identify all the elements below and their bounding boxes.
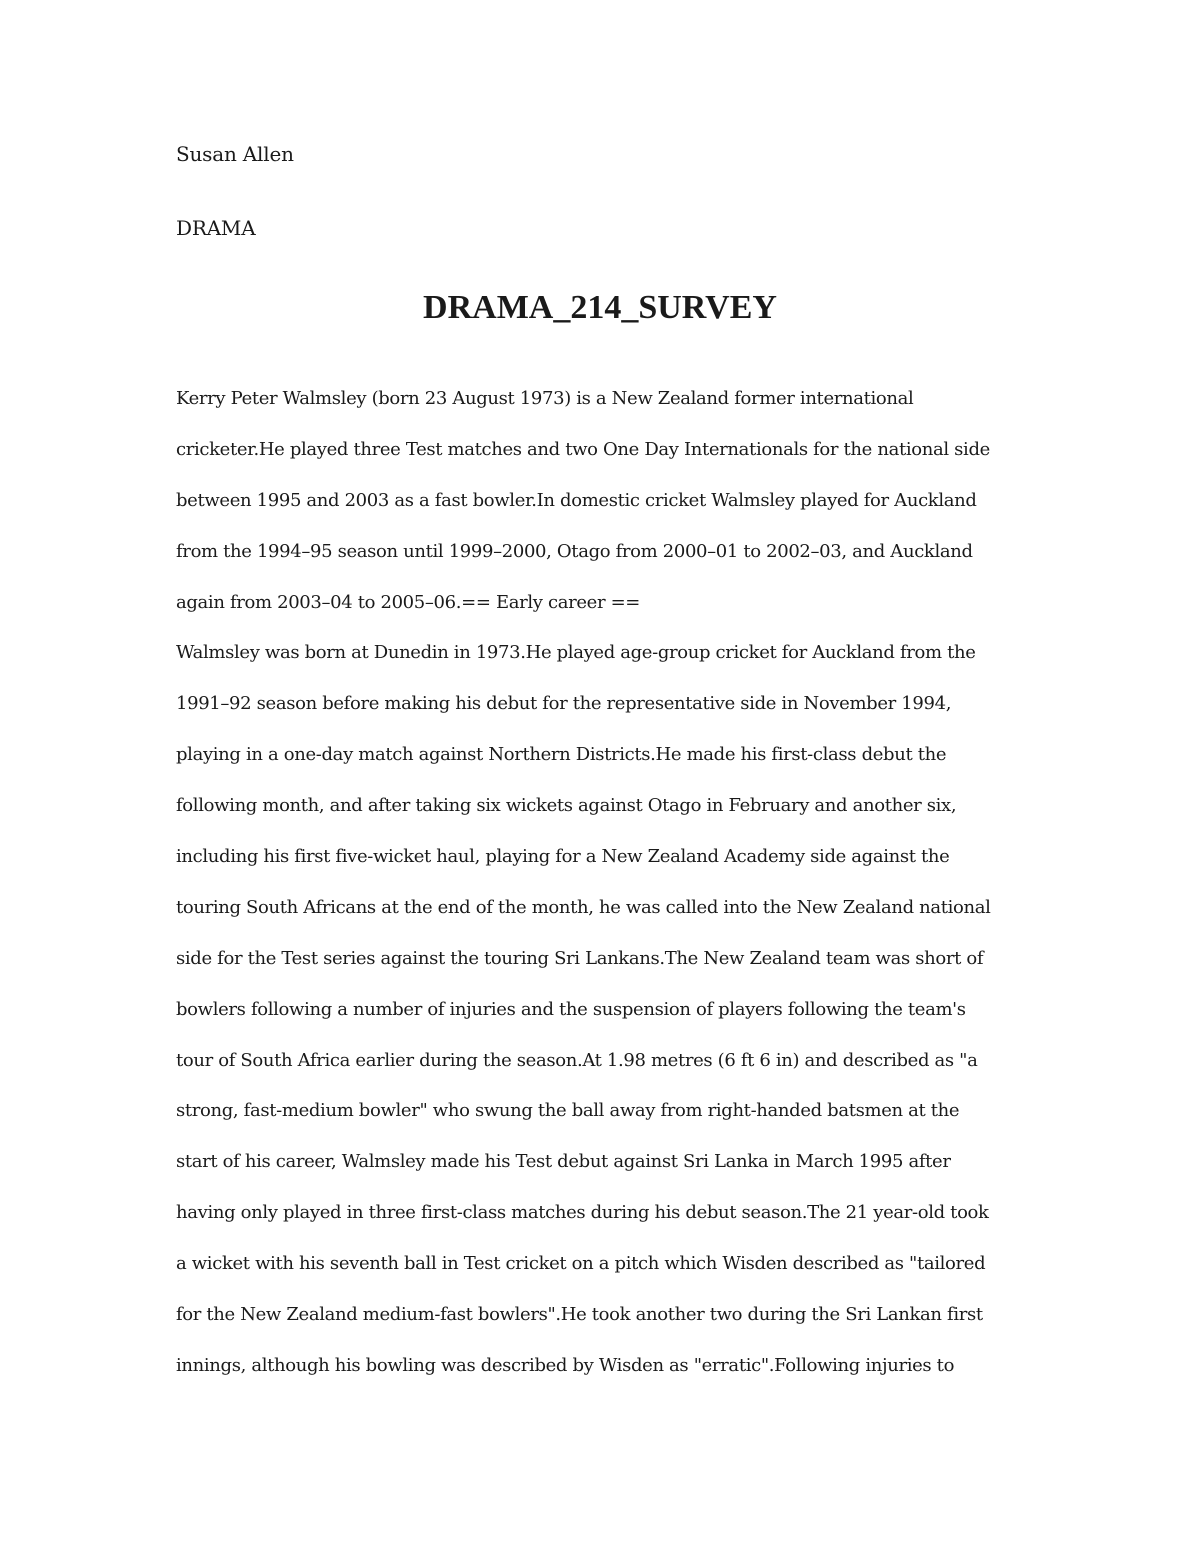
- document-title: DRAMA_214_SURVEY: [423, 289, 777, 326]
- body-line: having only played in three first-class matches during his debut season.The 21 year-old took: [176, 1202, 989, 1224]
- body-line: following month, and after taking six wickets against Otago in February and another six,: [176, 795, 957, 817]
- body-line: Walmsley was born at Dunedin in 1973.He played age-group cricket for Auckland from the: [176, 642, 976, 664]
- body-line: side for the Test series against the touring Sri Lankans.The New Zealand team was short of: [176, 947, 984, 969]
- body-line: a wicket with his seventh ball in Test cricket on a pitch which Wisden described as "tailored: [176, 1253, 986, 1275]
- body-line: between 1995 and 2003 as a fast bowler.In domestic cricket Walmsley played for Auckland: [176, 489, 977, 511]
- body-text: [176, 381, 1036, 1399]
- body-line: tour of South Africa earlier during the season.At 1.98 metres (6 ft 6 in) and described as "a: [176, 1049, 978, 1071]
- body-line: touring South Africans at the end of the month, he was called into the New Zealand national: [176, 896, 991, 918]
- body-line: Kerry Peter Walmsley (born 23 August 1973) is a New Zealand former international: [176, 388, 914, 409]
- body-line: for the New Zealand medium-fast bowlers".He took another two during the Sri Lankan first: [176, 1304, 983, 1326]
- body-line: from the 1994–95 season until 1999–2000, Otago from 2000–01 to 2002–03, and Auckland: [176, 540, 973, 562]
- body-line: start of his career, Walmsley made his Test debut against Sri Lanka in March 1995 after: [176, 1151, 951, 1173]
- body-line: bowlers following a number of injuries and the suspension of players following the team's: [176, 998, 966, 1020]
- body-line: including his first five-wicket haul, playing for a New Zealand Academy side against the: [176, 846, 950, 868]
- body-line: 1991–92 season before making his debut for the representative side in November 1994,: [176, 693, 952, 715]
- author-name: Susan Allen: [176, 142, 294, 166]
- body-line: innings, although his bowling was described by Wisden as "erratic".Following injuries to: [176, 1354, 955, 1376]
- course-name: DRAMA: [176, 216, 256, 240]
- body-line: again from 2003–04 to 2005–06.== Early career ==: [176, 591, 641, 613]
- body-line: playing in a one-day match against Northern Districts.He made his first-class debut the: [176, 744, 947, 766]
- body-line: strong, fast-medium bowler" who swung the ball away from right-handed batsmen at the: [176, 1100, 960, 1122]
- body-line: cricketer.He played three Test matches and two One Day Internationals for the national side: [176, 438, 990, 460]
